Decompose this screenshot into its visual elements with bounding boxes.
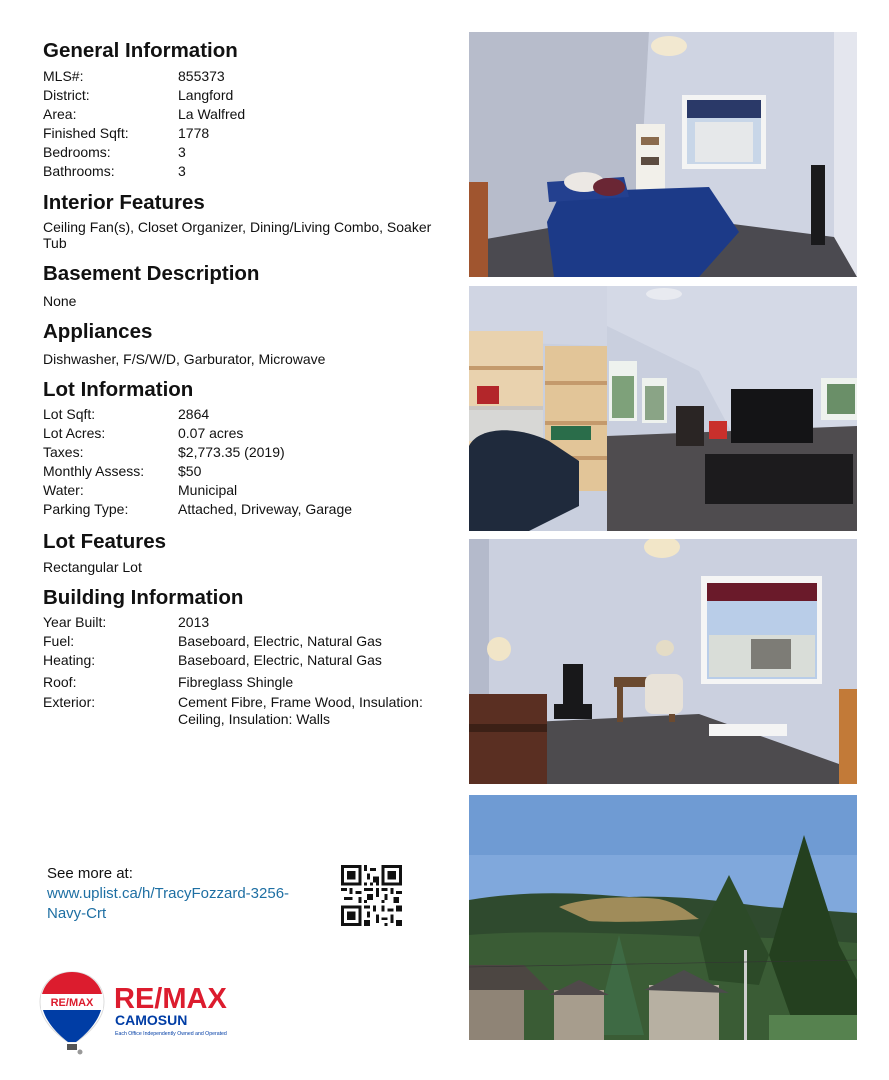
section-text: None [43,293,77,309]
detail-value: 3 [178,144,186,160]
general-information-section [43,38,443,181]
detail-label: Finished Sqft: [43,125,129,141]
section-title: General Information [43,39,238,62]
desk-room-photo [469,539,857,784]
detail-label: Monthly Assess: [43,463,145,479]
section-text: Rectangular Lot [43,559,142,575]
balloon-text: RE/MAX [50,997,94,1009]
detail-value: Attached, Driveway, Garage [178,501,353,517]
detail-row [43,481,443,500]
detail-label: District: [43,87,90,103]
listing-url-link[interactable]: www.uplist.ca/h/TracyFozzard-3256-Navy-Crt [47,885,290,922]
detail-label: Fuel: [43,633,75,649]
section-title: Interior Features [43,191,205,214]
section-text: Ceiling Fan(s), Closet Organizer, Dining/Living Combo, Soaker Tub [43,219,432,251]
detail-row [43,162,443,181]
detail-label: Exterior: [43,694,96,710]
detail-value: Fibreglass Shingle [178,674,294,690]
detail-value: 855373 [178,68,225,84]
section-title: Appliances [43,320,153,343]
lot-information-section [43,377,443,519]
detail-row [43,405,443,424]
detail-label: Water: [43,482,84,498]
remax-camosun-logo [38,968,278,1058]
section-title: Lot Features [43,530,167,553]
see-more-block [47,864,327,924]
detail-label: Taxes: [43,444,84,460]
logo-office-text: CAMOSUN [115,1012,188,1028]
detail-value: Cement Fibre, Frame Wood, Insulation: Ceiling, Insulation: Walls [178,694,423,727]
lot-features-section [43,529,443,575]
detail-value: Municipal [178,482,238,498]
detail-label: Year Built: [43,614,107,630]
detail-row [43,443,443,462]
section-title: Building Information [43,586,244,609]
logo-tagline-text: Each Office Independently Owned and Operated [115,1031,227,1037]
building-information-section [43,585,443,728]
detail-value: 2013 [178,614,210,630]
detail-value: 1778 [178,125,210,141]
detail-row [43,424,443,443]
detail-label: Parking Type: [43,501,129,517]
detail-value: $2,773.35 (2019) [178,444,285,460]
detail-label: Roof: [43,674,77,690]
bedroom-photo [469,32,857,277]
hillside-view-photo [469,795,857,1040]
detail-label: Bedrooms: [43,144,111,160]
detail-value: Baseboard, Electric, Natural Gas [178,633,382,649]
logo-brand-text: RE/MAX [114,983,227,1015]
interior-features-section [43,190,443,251]
detail-label: Lot Acres: [43,425,106,441]
detail-value: 0.07 acres [178,425,244,441]
detail-row [43,651,443,670]
detail-row [43,143,443,162]
section-title: Basement Description [43,262,260,285]
qr-code-icon[interactable] [341,865,402,926]
detail-value: 3 [178,163,186,179]
hot-air-balloon-icon [40,972,104,1055]
section-title: Lot Information [43,378,194,401]
appliances-section [43,319,443,367]
listing-details [43,38,443,728]
detail-label: MLS#: [43,68,84,84]
detail-row [43,462,443,481]
detail-label: Lot Sqft: [43,406,96,422]
detail-value: $50 [178,463,202,479]
detail-label: Heating: [43,652,96,668]
detail-row [43,694,443,728]
detail-label: Area: [43,106,77,122]
detail-row [43,500,443,519]
detail-row [43,67,443,86]
detail-row [43,632,443,651]
detail-row [43,613,443,632]
see-more-label: See more at: [47,865,133,882]
section-text: Dishwasher, F/S/W/D, Garburator, Microwave [43,351,326,367]
detail-label: Bathrooms: [43,163,115,179]
detail-value: 2864 [178,406,210,422]
detail-row [43,105,443,124]
office-media-room-photo [469,286,857,531]
detail-row [43,124,443,143]
detail-value: Langford [178,87,234,103]
basement-section [43,261,443,309]
detail-row [43,86,443,105]
detail-value: Baseboard, Electric, Natural Gas [178,652,382,668]
detail-value: La Walfred [178,106,246,122]
detail-row [43,673,443,692]
